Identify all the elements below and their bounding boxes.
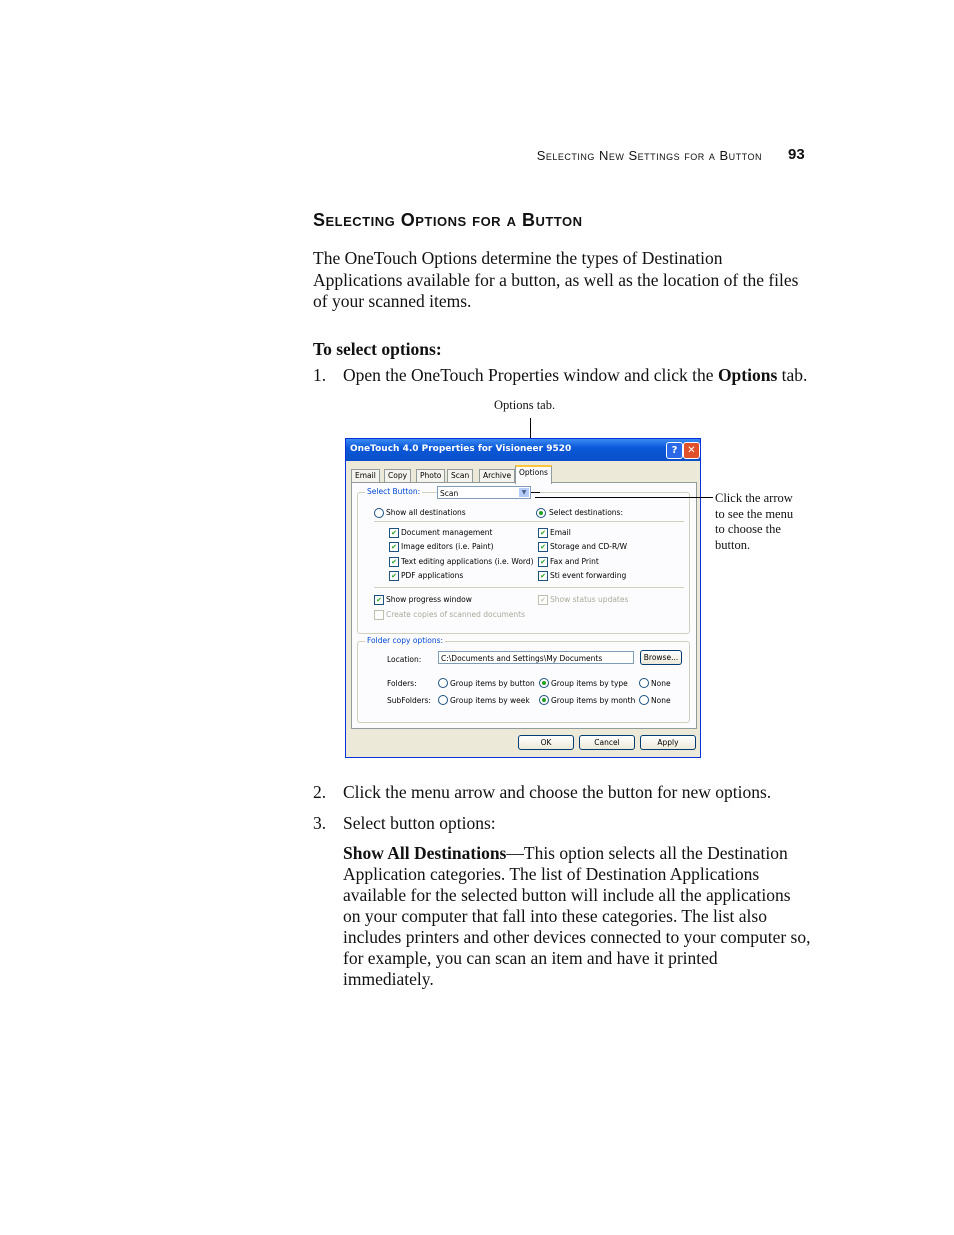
step-3-number: 3. xyxy=(313,813,327,833)
label-create-copies: Create copies of scanned documents xyxy=(386,610,526,619)
location-label: Location: xyxy=(387,655,422,664)
label-text-editing: Text editing applications (i.e. Word) xyxy=(401,557,534,566)
select-button-value: Scan xyxy=(440,489,459,498)
folders-opt-type: Group items by type xyxy=(551,679,628,688)
select-dest-label: Select destinations: xyxy=(549,508,623,517)
checkbox-image-editors[interactable]: ✔ xyxy=(389,542,399,552)
tab-scan[interactable]: Scan xyxy=(447,469,473,482)
divider xyxy=(374,521,684,522)
apply-button[interactable]: Apply xyxy=(640,735,696,750)
checkbox-create-copies[interactable] xyxy=(374,610,384,620)
dialog-titlebar xyxy=(346,439,700,461)
page-number: 93 xyxy=(788,146,805,163)
procedure-heading: To select options: xyxy=(313,339,442,359)
subfolders-label: SubFolders: xyxy=(387,696,431,705)
checkbox-doc-mgmt[interactable]: ✔ xyxy=(389,528,399,538)
options-panel xyxy=(351,482,697,729)
step-1-text: Open the OneTouch Properties window and click the Options tab. xyxy=(343,365,808,385)
label-image-editors: Image editors (i.e. Paint) xyxy=(401,542,494,551)
tab-copy[interactable]: Copy xyxy=(384,469,411,482)
subfolders-opt-none: None xyxy=(651,696,671,705)
subfolders-radio-week[interactable] xyxy=(438,695,448,705)
label-sti: Sti event forwarding xyxy=(550,571,627,580)
tab-email[interactable]: Email xyxy=(351,469,380,482)
section-title: Selecting Options for a Button xyxy=(313,210,583,230)
step-2-number: 2. xyxy=(313,782,327,802)
close-button[interactable]: ✕ xyxy=(683,442,700,459)
label-email: Email xyxy=(550,528,571,537)
step-1-number: 1. xyxy=(313,365,327,385)
running-header: Selecting New Settings for a Button xyxy=(536,148,762,163)
step-3-text: Select button options: xyxy=(343,813,496,833)
subfolders-opt-month: Group items by month xyxy=(551,696,636,705)
subfolders-opt-week: Group items by week xyxy=(450,696,530,705)
intro-paragraph: The OneTouch Options determine the types of Destination Applications available for a button, as well as the location of the files of your scanned items. xyxy=(313,248,799,311)
checkbox-show-progress[interactable]: ✔ xyxy=(374,595,384,605)
select-button-dropdown[interactable] xyxy=(437,486,531,499)
checkbox-storage[interactable]: ✔ xyxy=(538,542,548,552)
select-button-label: Select Button: xyxy=(367,487,421,496)
folders-radio-button[interactable] xyxy=(438,678,448,688)
show-all-paragraph: Show All Destinations—This option selects all the Destination Application categories. The list of Destination Applications available for the selected button will include all the applications on your computer that fall into these categories. The list also includes printers and other devices connected to your computer so, for example, you can scan an item and have it printed immediately. xyxy=(343,843,811,989)
dropdown-arrow-icon[interactable]: ▼ xyxy=(519,488,529,497)
cancel-button[interactable]: Cancel xyxy=(579,735,635,750)
ok-button[interactable]: OK xyxy=(518,735,574,750)
show-all-radio[interactable] xyxy=(374,508,384,518)
checkbox-text-editing[interactable]: ✔ xyxy=(389,557,399,567)
tab-photo[interactable]: Photo xyxy=(416,469,445,482)
callout-line-arrow xyxy=(535,497,713,498)
folders-label: Folders: xyxy=(387,679,417,688)
browse-button[interactable]: Browse... xyxy=(640,650,682,665)
step-2-text: Click the menu arrow and choose the button for new options. xyxy=(343,782,772,802)
help-button[interactable]: ? xyxy=(666,442,683,459)
select-dest-radio[interactable] xyxy=(536,508,546,518)
checkbox-show-status[interactable]: ✔ xyxy=(538,595,548,605)
folders-radio-type[interactable] xyxy=(539,678,549,688)
location-input[interactable]: C:\Documents and Settings\My Documents xyxy=(438,651,634,664)
checkbox-email[interactable]: ✔ xyxy=(538,528,548,538)
callout-arrow: Click the arrow to see the menu to choose the button. xyxy=(715,491,794,552)
subfolders-radio-month[interactable] xyxy=(539,695,549,705)
label-fax-print: Fax and Print xyxy=(550,557,599,566)
tab-options[interactable]: Options xyxy=(515,465,552,484)
label-pdf: PDF applications xyxy=(401,571,464,580)
tab-archive[interactable]: Archive xyxy=(479,469,515,482)
callout-options-tab: Options tab. xyxy=(494,398,556,412)
show-all-label: Show all destinations xyxy=(386,508,466,517)
dialog-title: OneTouch 4.0 Properties for Visioneer 9520 xyxy=(350,444,572,454)
divider xyxy=(374,587,684,588)
checkbox-sti[interactable]: ✔ xyxy=(538,571,548,581)
folders-radio-none[interactable] xyxy=(639,678,649,688)
checkbox-fax-print[interactable]: ✔ xyxy=(538,557,548,567)
label-doc-mgmt: Document management xyxy=(401,528,493,537)
label-storage: Storage and CD-R/W xyxy=(550,542,628,551)
subfolders-radio-none[interactable] xyxy=(639,695,649,705)
folders-opt-button: Group items by button xyxy=(450,679,535,688)
label-show-status: Show status updates xyxy=(550,595,629,604)
callout-line-arrow-inner xyxy=(531,492,540,493)
properties-dialog xyxy=(345,438,701,758)
label-show-progress: Show progress window xyxy=(386,595,472,604)
folders-opt-none: None xyxy=(651,679,671,688)
checkbox-pdf[interactable]: ✔ xyxy=(389,571,399,581)
folder-copy-label: Folder copy options: xyxy=(367,636,444,645)
